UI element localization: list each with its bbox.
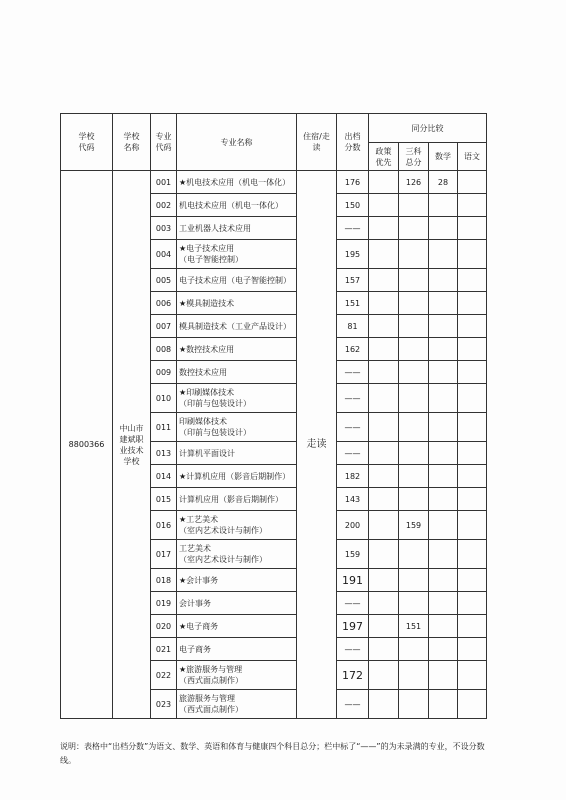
chinese-cell xyxy=(458,488,487,511)
chinese-cell xyxy=(458,240,487,269)
major-code-cell: 015 xyxy=(151,488,177,511)
score-cell: —— xyxy=(337,690,369,719)
score-cell: —— xyxy=(337,217,369,240)
chinese-cell xyxy=(458,384,487,413)
score-cell: 81 xyxy=(337,315,369,338)
three-total-cell xyxy=(399,240,429,269)
school-code-cell: 8800366 xyxy=(61,171,113,719)
major-code-cell: 001 xyxy=(151,171,177,194)
header-mode: 住宿/走 读 xyxy=(297,114,337,171)
chinese-cell xyxy=(458,465,487,488)
policy-cell xyxy=(369,384,399,413)
three-total-cell xyxy=(399,465,429,488)
score-cell: —— xyxy=(337,638,369,661)
math-cell xyxy=(429,690,458,719)
major-code-cell: 023 xyxy=(151,690,177,719)
major-name-cell: ★工艺美术 （室内艺术设计与制作） xyxy=(177,511,297,540)
policy-cell xyxy=(369,511,399,540)
math-cell xyxy=(429,338,458,361)
score-cell: —— xyxy=(337,384,369,413)
header-major-code: 专业 代码 xyxy=(151,114,177,171)
policy-cell xyxy=(369,338,399,361)
major-code-cell: 014 xyxy=(151,465,177,488)
three-total-cell xyxy=(399,338,429,361)
policy-cell xyxy=(369,240,399,269)
score-cell: 162 xyxy=(337,338,369,361)
three-total-cell: 151 xyxy=(399,615,429,638)
major-name-cell: ★旅游服务与管理 （西式面点制作） xyxy=(177,661,297,690)
header-compare: 同分比较 xyxy=(369,114,487,143)
chinese-cell xyxy=(458,338,487,361)
math-cell xyxy=(429,240,458,269)
major-name-cell: ★会计事务 xyxy=(177,569,297,592)
score-cell: 157 xyxy=(337,269,369,292)
header-chinese: 语文 xyxy=(458,143,487,171)
chinese-cell xyxy=(458,315,487,338)
chinese-cell xyxy=(458,661,487,690)
math-cell xyxy=(429,615,458,638)
three-total-cell: 126 xyxy=(399,171,429,194)
policy-cell xyxy=(369,315,399,338)
mode-cell: 走读 xyxy=(297,171,337,719)
major-code-cell: 017 xyxy=(151,540,177,569)
major-name-cell: 会计事务 xyxy=(177,592,297,615)
math-cell xyxy=(429,315,458,338)
three-total-cell xyxy=(399,217,429,240)
policy-cell xyxy=(369,615,399,638)
major-code-cell: 018 xyxy=(151,569,177,592)
header-school-code: 学校 代码 xyxy=(61,114,113,171)
three-total-cell xyxy=(399,638,429,661)
math-cell xyxy=(429,465,458,488)
score-cell: 197 xyxy=(337,615,369,638)
score-cell: 195 xyxy=(337,240,369,269)
chinese-cell xyxy=(458,194,487,217)
chinese-cell xyxy=(458,615,487,638)
major-code-cell: 004 xyxy=(151,240,177,269)
major-code-cell: 008 xyxy=(151,338,177,361)
major-name-cell: 工业机器人技术应用 xyxy=(177,217,297,240)
major-name-cell: ★模具制造技术 xyxy=(177,292,297,315)
policy-cell xyxy=(369,292,399,315)
major-name-cell: 数控技术应用 xyxy=(177,361,297,384)
math-cell xyxy=(429,361,458,384)
chinese-cell xyxy=(458,511,487,540)
policy-cell xyxy=(369,540,399,569)
header-major-name: 专业名称 xyxy=(177,114,297,171)
policy-cell xyxy=(369,690,399,719)
major-name-cell: 机电技术应用（机电一体化） xyxy=(177,194,297,217)
header-math: 数学 xyxy=(429,143,458,171)
chinese-cell xyxy=(458,269,487,292)
chinese-cell xyxy=(458,569,487,592)
table-body xyxy=(61,171,487,719)
policy-cell xyxy=(369,638,399,661)
major-code-cell: 022 xyxy=(151,661,177,690)
major-name-cell: ★电子技术应用 （电子智能控制） xyxy=(177,240,297,269)
policy-cell xyxy=(369,465,399,488)
chinese-cell xyxy=(458,217,487,240)
school-name-cell: 中山市 建斌职 业技术 学校 xyxy=(113,171,151,719)
policy-cell xyxy=(369,442,399,465)
policy-cell xyxy=(369,569,399,592)
three-total-cell xyxy=(399,413,429,442)
math-cell xyxy=(429,661,458,690)
major-name-cell: 旅游服务与管理 （西式面点制作） xyxy=(177,690,297,719)
admission-score-table xyxy=(60,113,487,719)
header-score: 出档 分数 xyxy=(337,114,369,171)
policy-cell xyxy=(369,413,399,442)
policy-cell xyxy=(369,217,399,240)
score-cell: —— xyxy=(337,442,369,465)
footnote: 说明：表格中“出档分数”为语文、数学、英语和体育与健康四个科目总分；栏中标了“——”的为未录满的专业，不设分数线。 xyxy=(60,742,485,765)
header-three-total: 三科 总分 xyxy=(399,143,429,171)
policy-cell xyxy=(369,269,399,292)
policy-cell xyxy=(369,171,399,194)
math-cell xyxy=(429,540,458,569)
math-cell xyxy=(429,269,458,292)
major-code-cell: 002 xyxy=(151,194,177,217)
policy-cell xyxy=(369,488,399,511)
policy-cell xyxy=(369,194,399,217)
table-row xyxy=(61,171,487,194)
major-name-cell: ★计算机应用（影音后期制作） xyxy=(177,465,297,488)
major-name-cell: 电子技术应用（电子智能控制） xyxy=(177,269,297,292)
policy-cell xyxy=(369,661,399,690)
chinese-cell xyxy=(458,361,487,384)
major-code-cell: 010 xyxy=(151,384,177,413)
math-cell xyxy=(429,488,458,511)
score-cell: —— xyxy=(337,413,369,442)
chinese-cell xyxy=(458,638,487,661)
chinese-cell xyxy=(458,442,487,465)
math-cell xyxy=(429,384,458,413)
major-code-cell: 009 xyxy=(151,361,177,384)
math-cell xyxy=(429,217,458,240)
chinese-cell xyxy=(458,292,487,315)
major-code-cell: 019 xyxy=(151,592,177,615)
chinese-cell xyxy=(458,413,487,442)
score-cell: 172 xyxy=(337,661,369,690)
major-code-cell: 011 xyxy=(151,413,177,442)
major-code-cell: 013 xyxy=(151,442,177,465)
three-total-cell xyxy=(399,592,429,615)
major-name-cell: ★数控技术应用 xyxy=(177,338,297,361)
header-policy: 政策 优先 xyxy=(369,143,399,171)
major-code-cell: 007 xyxy=(151,315,177,338)
score-cell: 182 xyxy=(337,465,369,488)
math-cell xyxy=(429,569,458,592)
major-name-cell: 计算机应用（影音后期制作） xyxy=(177,488,297,511)
chinese-cell xyxy=(458,540,487,569)
chinese-cell xyxy=(458,171,487,194)
score-cell: 191 xyxy=(337,569,369,592)
three-total-cell xyxy=(399,315,429,338)
major-name-cell: ★机电技术应用（机电一体化） xyxy=(177,171,297,194)
major-code-cell: 005 xyxy=(151,269,177,292)
chinese-cell xyxy=(458,592,487,615)
math-cell xyxy=(429,511,458,540)
major-code-cell: 021 xyxy=(151,638,177,661)
policy-cell xyxy=(369,361,399,384)
score-cell: 150 xyxy=(337,194,369,217)
score-cell: 159 xyxy=(337,540,369,569)
policy-cell xyxy=(369,592,399,615)
major-code-cell: 016 xyxy=(151,511,177,540)
math-cell xyxy=(429,638,458,661)
math-cell xyxy=(429,292,458,315)
major-name-cell: 计算机平面设计 xyxy=(177,442,297,465)
major-name-cell: 印刷媒体技术 （印前与包装设计） xyxy=(177,413,297,442)
score-cell: —— xyxy=(337,361,369,384)
major-name-cell: ★印刷媒体技术 （印前与包装设计） xyxy=(177,384,297,413)
major-name-cell: 电子商务 xyxy=(177,638,297,661)
major-code-cell: 020 xyxy=(151,615,177,638)
three-total-cell xyxy=(399,194,429,217)
math-cell xyxy=(429,442,458,465)
math-cell xyxy=(429,194,458,217)
three-total-cell xyxy=(399,540,429,569)
three-total-cell xyxy=(399,292,429,315)
major-code-cell: 003 xyxy=(151,217,177,240)
three-total-cell xyxy=(399,690,429,719)
math-cell xyxy=(429,592,458,615)
chinese-cell xyxy=(458,690,487,719)
three-total-cell: 159 xyxy=(399,511,429,540)
three-total-cell xyxy=(399,661,429,690)
three-total-cell xyxy=(399,361,429,384)
major-name-cell: ★电子商务 xyxy=(177,615,297,638)
three-total-cell xyxy=(399,442,429,465)
score-cell: 200 xyxy=(337,511,369,540)
three-total-cell xyxy=(399,384,429,413)
score-cell: 151 xyxy=(337,292,369,315)
major-code-cell: 006 xyxy=(151,292,177,315)
score-cell: 176 xyxy=(337,171,369,194)
math-cell: 28 xyxy=(429,171,458,194)
three-total-cell xyxy=(399,488,429,511)
three-total-cell xyxy=(399,569,429,592)
major-name-cell: 工艺美术 （室内艺术设计与制作） xyxy=(177,540,297,569)
three-total-cell xyxy=(399,269,429,292)
major-name-cell: 模具制造技术（工业产品设计） xyxy=(177,315,297,338)
score-cell: —— xyxy=(337,592,369,615)
math-cell xyxy=(429,413,458,442)
score-cell: 143 xyxy=(337,488,369,511)
header-school-name: 学校 名称 xyxy=(113,114,151,171)
